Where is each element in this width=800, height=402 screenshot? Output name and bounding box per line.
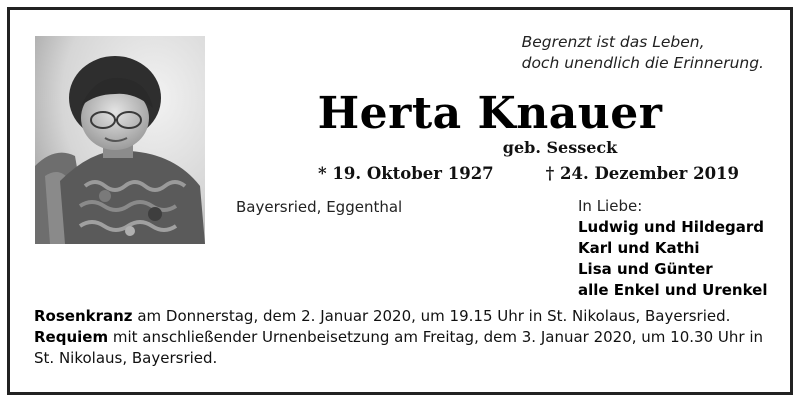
- motto-quote: [522, 32, 764, 74]
- life-dates: [318, 162, 739, 186]
- mourner-name: Lisa und Günter: [578, 260, 713, 278]
- service-details: [34, 306, 774, 369]
- motto-line-1: Begrenzt ist das Leben,: [521, 33, 705, 51]
- birth-date: * 19. Oktober 1927: [318, 164, 494, 183]
- mourners-list: [578, 196, 767, 301]
- mourner-name: Ludwig und Hildegard: [578, 218, 764, 236]
- rosary-notice: [34, 306, 774, 327]
- motto-line-2: doch unendlich die Erinnerung.: [521, 54, 764, 72]
- deceased-name: Herta Knauer: [317, 88, 663, 139]
- portrait-photo: [35, 36, 205, 244]
- rosary-label: Rosenkranz: [34, 307, 133, 325]
- rosary-text: am Donnerstag, dem 2. Januar 2020, um 19.15 Uhr in St. Nikolaus, Bayersried.: [137, 307, 731, 325]
- maiden-name: geb. Sesseck: [502, 138, 618, 157]
- mourner-name: Karl und Kathi: [578, 239, 700, 257]
- requiem-label: Requiem: [34, 328, 109, 346]
- requiem-notice: [34, 327, 774, 369]
- mourners-intro: In Liebe:: [578, 197, 643, 215]
- mourner-name: alle Enkel und Urenkel: [578, 281, 768, 299]
- residence-places: Bayersried, Eggenthal: [236, 198, 403, 216]
- requiem-text: mit anschließender Urnenbeisetzung am Freitag, dem 3. Januar 2020, um 10.30 Uhr in St. Nikolaus, Bayersried.: [34, 328, 763, 367]
- death-date: † 24. Dezember 2019: [545, 164, 740, 183]
